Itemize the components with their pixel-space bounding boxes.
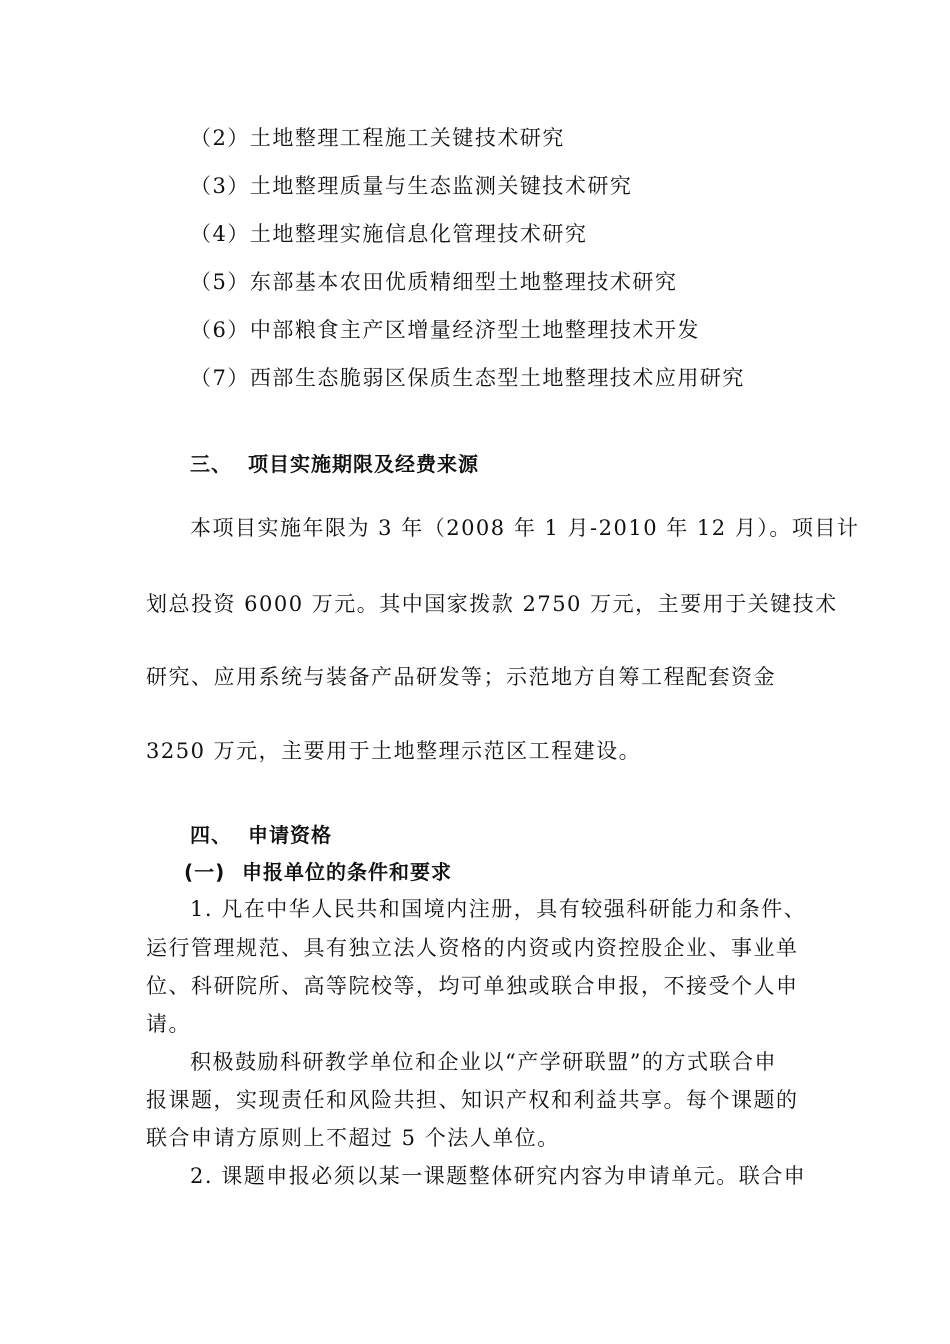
section-title: 项目实施期限及经费来源: [248, 452, 479, 476]
section-number: 四、: [190, 823, 232, 847]
paragraph-line: 积极鼓励科研教学单位和企业以“产学研联盟”的方式联合申: [190, 1050, 777, 1074]
list-item: （6）中部粮食主产区增量经济型土地整理技术开发: [190, 318, 700, 342]
paragraph-line: 1. 凡在中华人民共和国境内注册，具有较强科研能力和条件、: [190, 897, 807, 921]
section-number: 三、: [190, 452, 232, 476]
paragraph-line: 2. 课题申报必须以某一课题整体研究内容为申请单元。联合申: [190, 1164, 807, 1188]
paragraph-line: 报课题，实现责任和风险共担、知识产权和利益共享。每个课题的: [146, 1088, 799, 1112]
subsection-title: 申报单位的条件和要求: [242, 860, 452, 884]
paragraph-line: 3250 万元，主要用于土地整理示范区工程建设。: [146, 739, 642, 763]
subsection-heading: [184, 858, 452, 886]
subsection-number: (一): [184, 860, 226, 884]
paragraph-line: 位、科研院所、高等院校等，均可单独或联合申报，不接受个人申: [146, 974, 799, 998]
section-title: 申请资格: [248, 823, 332, 847]
list-item: （3）土地整理质量与生态监测关键技术研究: [190, 174, 633, 198]
paragraph-line: 运行管理规范、具有独立法人资格的内资或内资控股企业、事业单: [146, 936, 799, 960]
section-heading: [190, 821, 332, 849]
list-item: （7）西部生态脆弱区保质生态型土地整理技术应用研究: [190, 366, 745, 390]
list-item: （4）土地整理实施信息化管理技术研究: [190, 222, 588, 246]
section-heading: [190, 450, 479, 478]
paragraph-line: 划总投资 6000 万元。其中国家拨款 2750 万元，主要用于关键技术: [146, 592, 838, 616]
list-item: （2）土地整理工程施工关键技术研究: [190, 126, 565, 150]
paragraph-line: 联合申请方原则上不超过 5 个法人单位。: [146, 1126, 560, 1150]
paragraph-line: 本项目实施年限为 3 年（2008 年 1 月-2010 年 12 月）。项目计: [190, 516, 860, 540]
list-item: （5）东部基本农田优质精细型土地整理技术研究: [190, 270, 678, 294]
paragraph-line: 研究、应用系统与装备产品研发等；示范地方自筹工程配套资金: [146, 665, 776, 689]
paragraph-line: 请。: [146, 1012, 191, 1036]
